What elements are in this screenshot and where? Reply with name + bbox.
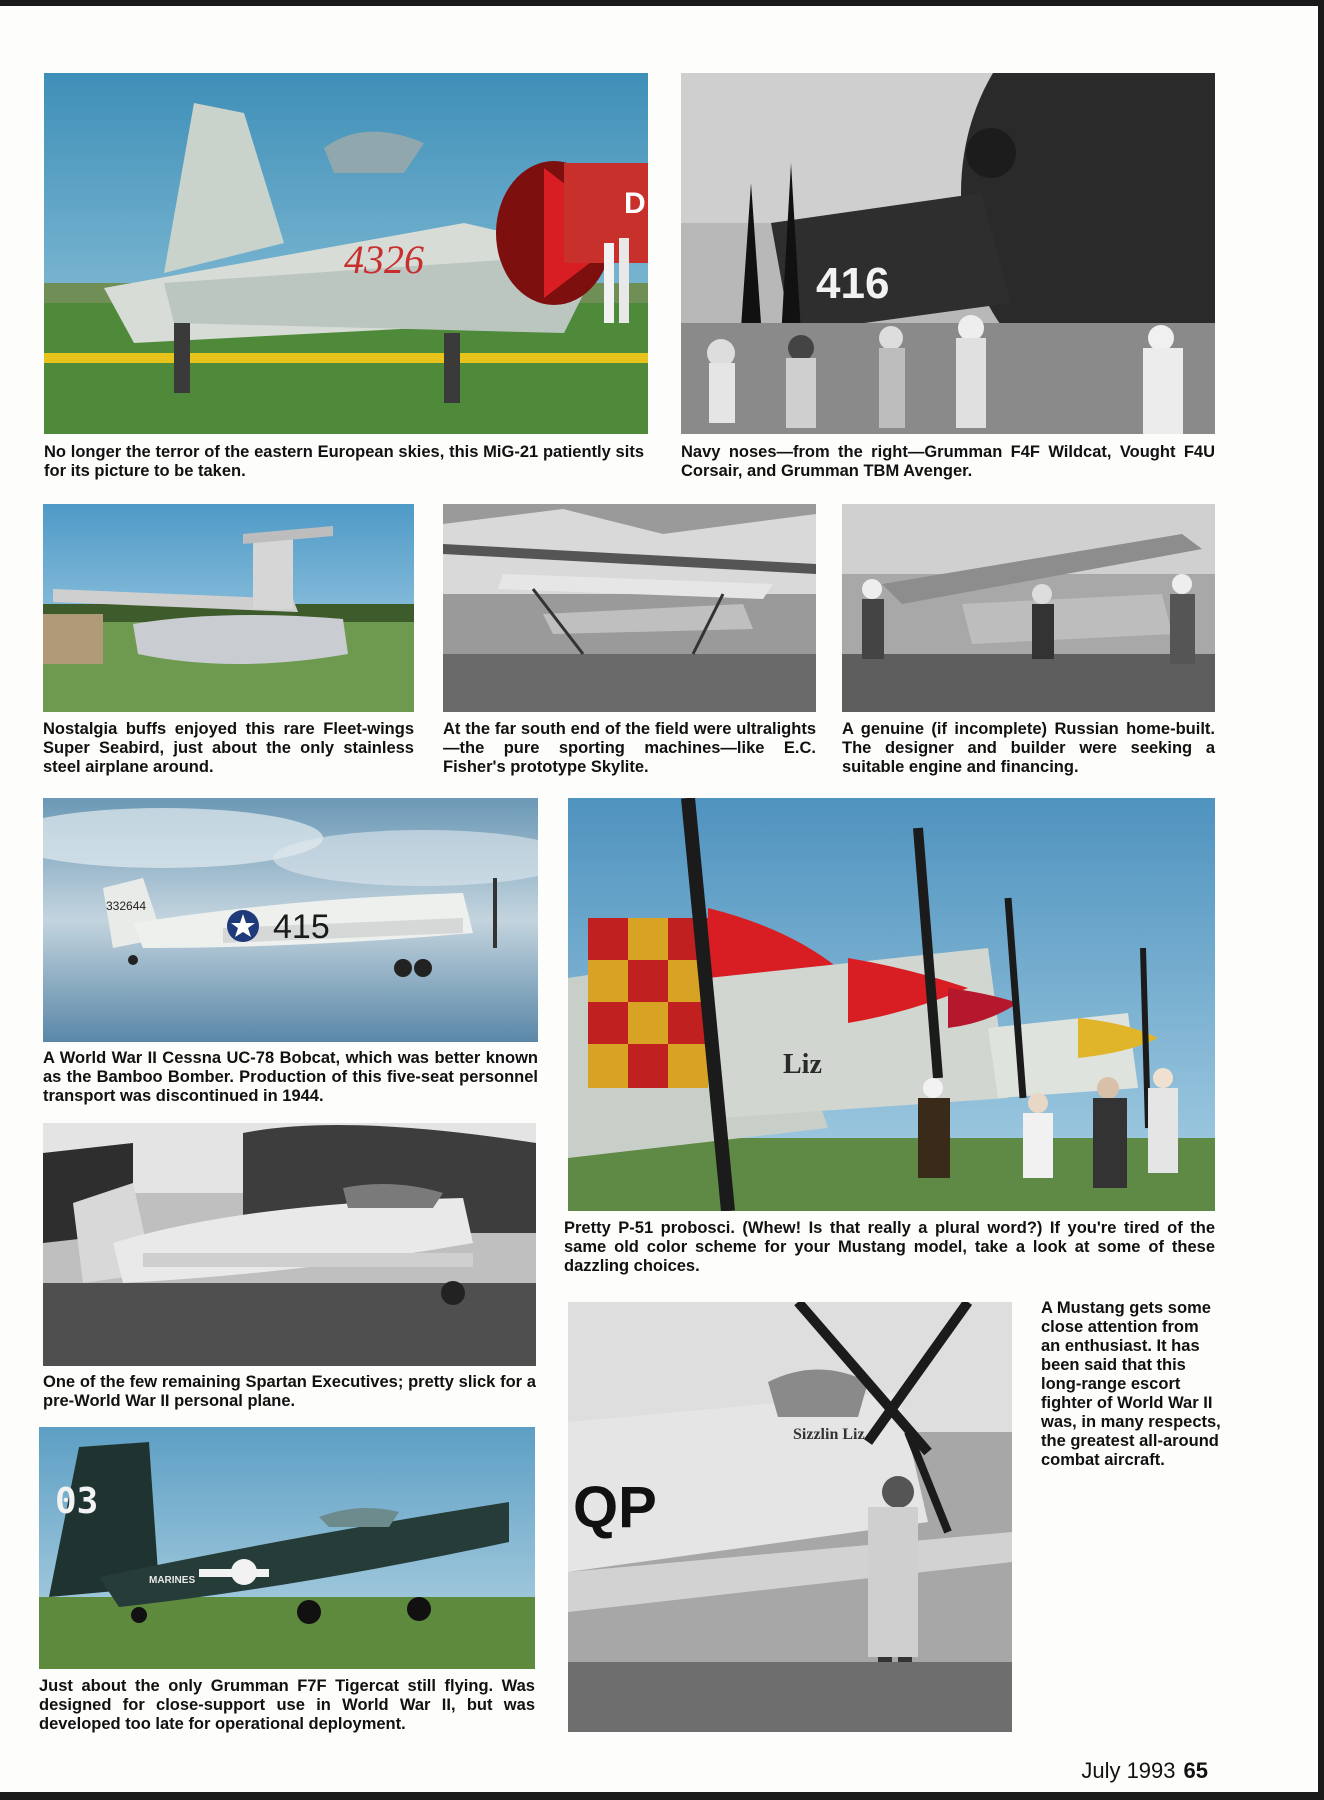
navy-aircraft-number: 416 <box>816 259 890 308</box>
photo-tigercat <box>39 1427 535 1669</box>
caption-tigercat: Just about the only Grumman F7F Tigercat still flying. Was designed for close-support use in World War II, but was developed too late for operational deployment. <box>39 1677 535 1733</box>
photo-russian-homebuilt <box>842 504 1215 712</box>
mig-tail-number: 4326 <box>344 237 424 282</box>
issue-date: July 1993 <box>1081 1758 1176 1783</box>
photo-navy-noses <box>681 73 1215 434</box>
magazine-page <box>0 6 1318 1792</box>
photo-mustang-enthusiast <box>568 1302 1012 1732</box>
caption-bobcat: A World War II Cessna UC-78 Bobcat, which was better known as the Bamboo Bomber. Production of this five-seat personnel transport was discontinued in 1944. <box>43 1049 538 1105</box>
mustang-code: QP <box>573 1475 657 1540</box>
tigercat-marking: MARINES <box>149 1575 196 1586</box>
mustang-nose-name: Sizzlin Liz <box>793 1426 865 1443</box>
caption-p51-probosci: Pretty P-51 probosci. (Whew! Is that really a plural word?) If you're tired of the same old color scheme for your Mustang model, take a look at some of these dazzling choices. <box>564 1219 1215 1275</box>
caption-russian-homebuilt: A genuine (if incomplete) Russian home-built. The designer and builder were seeking a suitable engine and financing. <box>842 720 1215 776</box>
caption-mustang-enthusiast: A Mustang gets some close attention from an enthusiast. It has been said that this long-range escort fighter of World War II was, in many respects, the greatest all-around combat aircraft. <box>1041 1299 1221 1469</box>
caption-navy-noses: Navy noses—from the right—Grumman F4F Wildcat, Vought F4U Corsair, and Grumman TBM Avenger. <box>681 443 1215 480</box>
page-number: 65 <box>1183 1758 1208 1783</box>
caption-skylite: At the far south end of the field were ultralights—the pure sporting machines—like E.C. Fisher's prototype Skylite. <box>443 720 816 776</box>
photo-skylite <box>443 504 816 712</box>
photo-mig21 <box>44 73 648 434</box>
p51-nose-name: Liz <box>783 1049 822 1080</box>
photo-p51-probosci <box>568 798 1215 1211</box>
caption-spartan-executive: One of the few remaining Spartan Executives; pretty slick for a pre-World War II personal plane. <box>43 1373 536 1410</box>
page-footer <box>1081 1758 1208 1784</box>
caption-mig21: No longer the terror of the eastern European skies, this MiG-21 patiently sits for its picture to be taken. <box>44 443 644 480</box>
tigercat-number: 03 <box>55 1481 99 1522</box>
bobcat-tail-number: 332644 <box>106 899 147 913</box>
bobcat-aircraft-number: 415 <box>273 908 330 946</box>
svg-text:D: D <box>624 187 646 220</box>
caption-super-seabird: Nostalgia buffs enjoyed this rare Fleet-wings Super Seabird, just about the only stainless steel airplane around. <box>43 720 414 776</box>
photo-bobcat <box>43 798 538 1042</box>
photo-spartan-executive <box>43 1123 536 1366</box>
photo-super-seabird <box>43 504 414 712</box>
